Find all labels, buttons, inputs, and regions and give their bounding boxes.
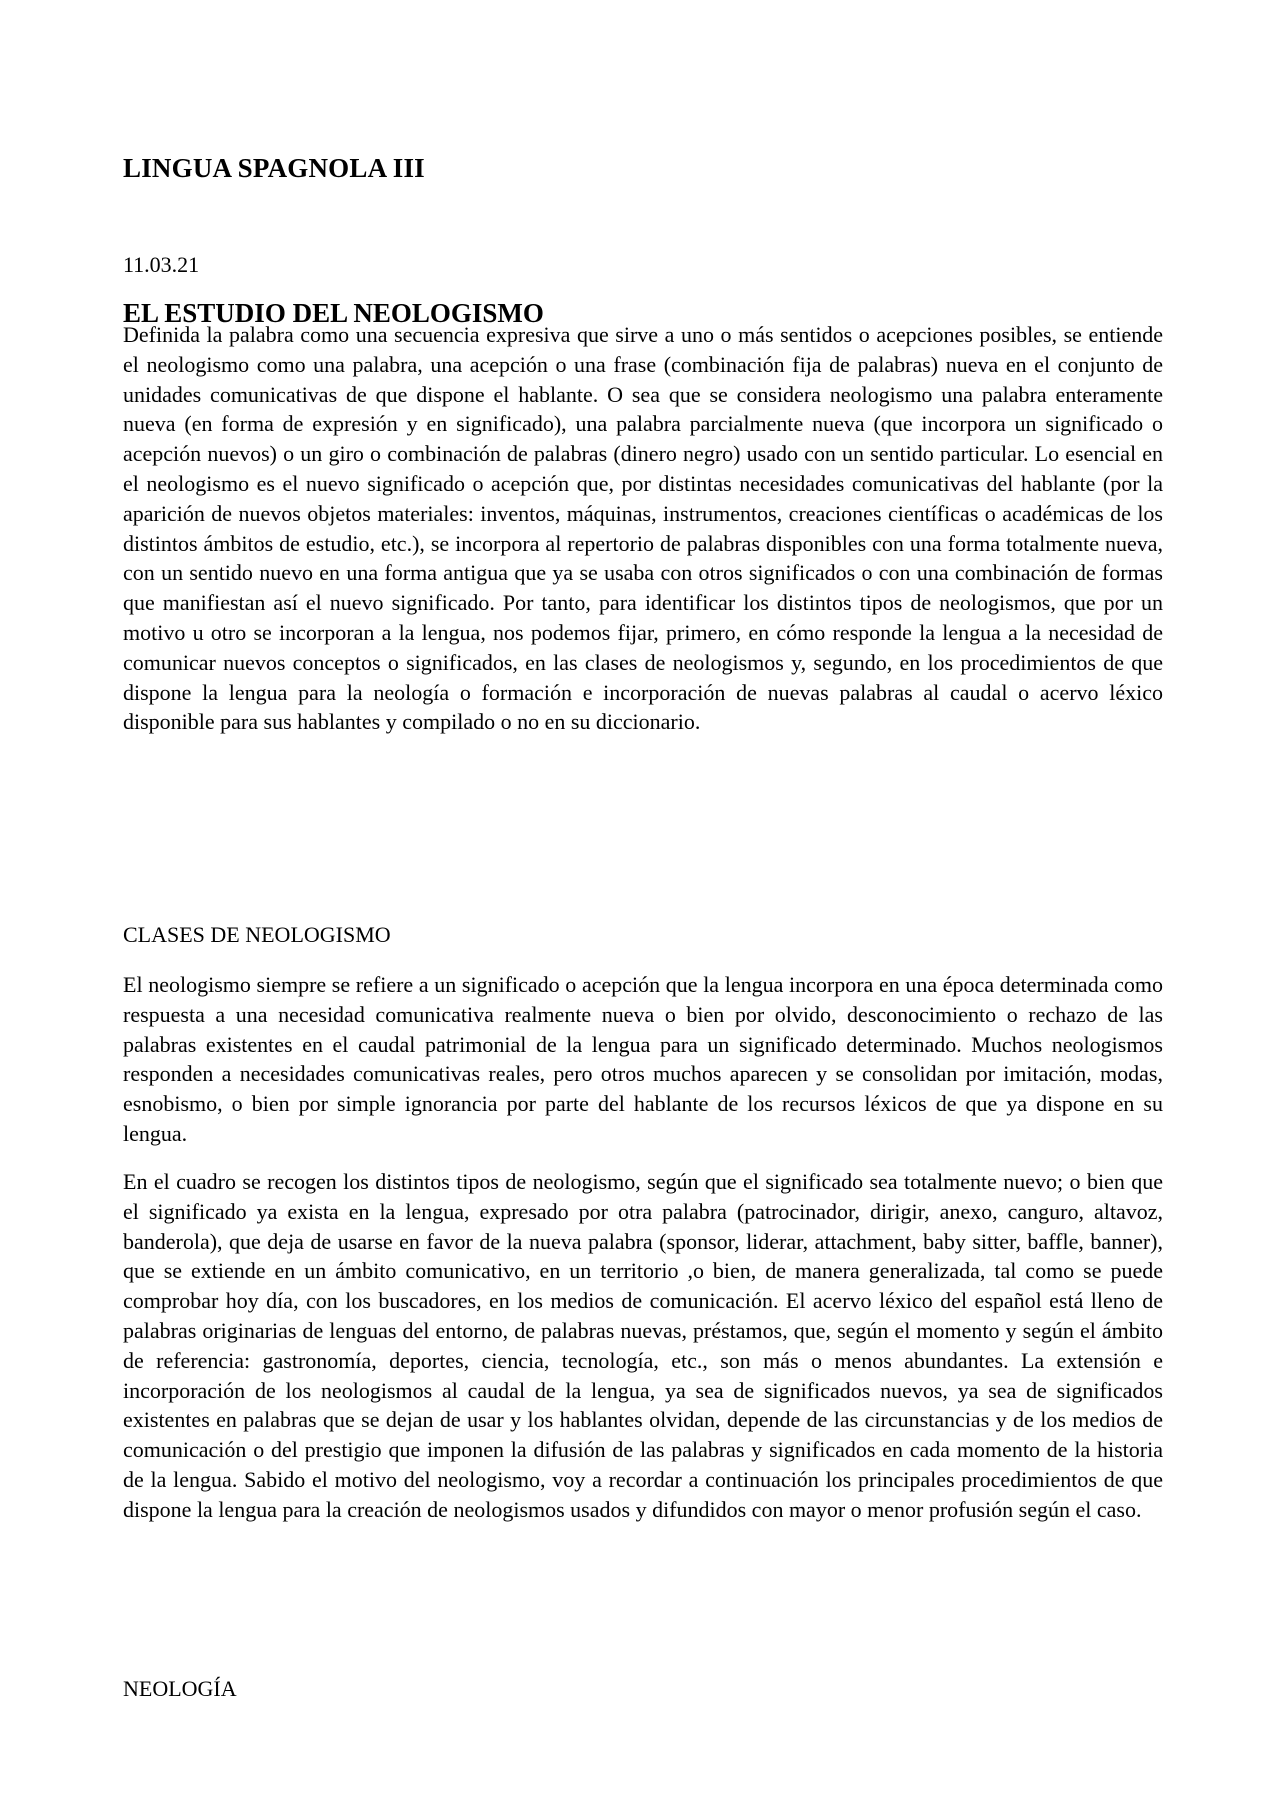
paragraph-cuadro: En el cuadro se recogen los distintos tipos de neologismo, según que el significado sea totalmente nuevo; o bien que el significado ya exista en la lengua, expresado por otra palabra (patrocinador, dirigir, anexo, canguro, altavoz, banderola), que deja de usarse en favor de la nueva palabra (sponsor, liderar, attachment, baby sitter, baffle, banner), que se extiende en un ámbito comunicativo, en un territorio ,o bien, de manera generalizada, tal como se puede comprobar hoy día, con los buscadores, en los medios de comunicación. El acervo léxico del español está lleno de palabras originarias de lenguas del entorno, de palabras nuevas, préstamos, que, según el momento y según el ámbito de referencia: gastronomía, deportes, ciencia, tecnología, etc., son más o menos abundantes. La extensión e incorporación de los neologismos al caudal de la lengua, ya sea de significados nuevos, ya sea de significados existentes en palabras que se dejan de usar y los hablantes olvidan, depende de las circunstancias y de los medios de comunicación o del prestigio que imponen la difusión de las palabras y significados en cada momento de la historia de la lengua. Sabido el motivo del neologismo, voy a recordar a continuación los principales procedimientos de que dispone la lengua para la creación de neologismos usados y difundidos con mayor o menor profusión según el caso. bbox=[123, 1169, 1163, 1522]
course-title: LINGUA SPAGNOLA III bbox=[123, 153, 425, 183]
document-date: 11.03.21 bbox=[123, 252, 200, 277]
section-heading-clases: CLASES DE NEOLOGISMO bbox=[123, 922, 391, 947]
section-heading-neologia: NEOLOGÍA bbox=[123, 1676, 237, 1701]
paragraph-clases: El neologismo siempre se refiere a un significado o acepción que la lengua incorpora en una época determinada como respuesta a una necesidad comunicativa realmente nueva o bien por olvido, desconocimiento o rechazo de las palabras existentes en el caudal patrimonial de la lengua para un significado determinado. Muchos neologismos responden a necesidades comunicativas reales, pero otros muchos aparecen y se consolidan por imitación, modas, esnobismo, o bien por simple ignorancia por parte del hablante de los recursos léxicos de que ya dispone en su lengua. bbox=[123, 972, 1163, 1146]
paragraph-definition: Definida la palabra como una secuencia expresiva que sirve a uno o más sentidos o acepciones posibles, se entiende el neologismo como una palabra, una acepción o una frase (combinación fija de palabras) nueva en el conjunto de unidades comunicativas de que dispone el hablante. O sea que se considera neologismo una palabra enteramente nueva (en forma de expresión y en significado), una palabra parcialmente nueva (que incorpora un significado o acepción nuevos) o un giro o combinación de palabras (dinero negro) usado con un sentido particular. Lo esencial en el neologismo es el nuevo significado o acepción que, por distintas necesidades comunicativas del hablante (por la aparición de nuevos objetos materiales: inventos, máquinas, instrumentos, creaciones científicas o académicas de los distintos ámbitos de estudio, etc.), se incorpora al repertorio de palabras disponibles con una forma totalmente nueva, con un sentido nuevo en una forma antigua que ya se usaba con otros significados o con una combinación de formas que manifiestan así el nuevo significado. Por tanto, para identificar los distintos tipos de neologismos, que por un motivo u otro se incorporan a la lengua, nos podemos fijar, primero, en cómo responde la lengua a la necesidad de comunicar nuevos conceptos o significados, en las clases de neologismos y, segundo, en los procedimientos de que dispone la lengua para la neología o formación e incorporación de nuevas palabras al caudal o acervo léxico disponible para sus hablantes y compilado o no en su diccionario. bbox=[123, 322, 1163, 735]
main-heading: EL ESTUDIO DEL NEOLOGISMO bbox=[123, 298, 544, 328]
